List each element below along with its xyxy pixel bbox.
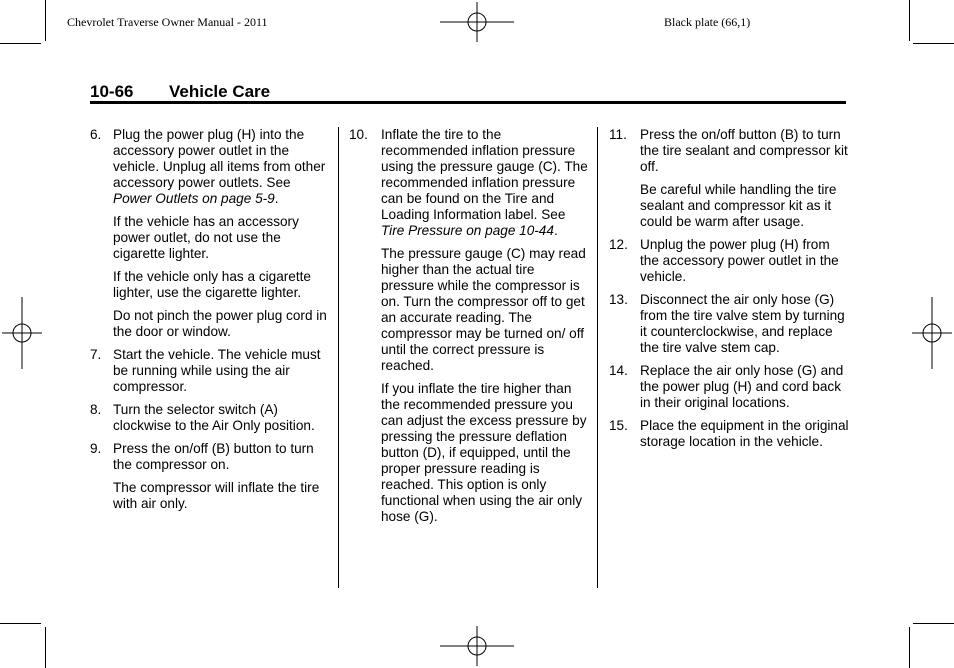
step-6 [90,127,330,207]
crop-mark [0,43,41,44]
page-heading [90,80,846,106]
page-number: 10-66 [90,82,134,101]
step-text: Turn the selector switch (A) clockwise to the Air Only position. [113,402,315,433]
step-text-end: . [553,223,558,238]
column-3 [609,127,849,457]
step-number: 13. [609,292,628,307]
step-7 [90,347,330,395]
document-title: Chevrolet Traverse Owner Manual - 2011 [67,15,268,29]
cross-reference: Power Outlets on page 5-9 [113,191,275,206]
step-number: 15. [609,418,628,433]
step-text: Disconnect the air only hose (G) from the tire valve stem by turning it counterclockwise, and replace the tire valve stem cap. [640,292,845,355]
step-14 [609,363,849,411]
note-paragraph: If you inflate the tire higher than the recommended pressure you can adjust the excess pressure by pressing the pressure deflation button (D), if equipped, until the proper pressure reading is reached. This option is only functional when using the air only hose (G). [381,381,587,524]
step-text: Inflate the tire to the recommended inflation pressure using the pressure gauge (C). The recommended inflation pressure can be found on the Tire and Loading Information label. See [381,127,588,222]
step-text: Replace the air only hose (G) and the power plug (H) and cord back in their original locations. [640,363,844,410]
heading-rule [90,101,846,104]
crop-mark [909,0,910,41]
note-paragraph: The compressor will inflate the tire with air only. [113,480,320,511]
step-number: 8. [90,402,102,417]
note-paragraph: If the vehicle has an accessory power outlet, do not use the cigarette lighter. [113,214,299,261]
step-number: 10. [349,127,368,142]
step-number: 7. [90,347,102,362]
crop-mark [45,0,46,41]
step-number: 9. [90,441,102,456]
step-11 [609,127,849,175]
step-number: 11. [609,127,627,142]
step-15 [609,418,849,450]
step-13 [609,292,849,356]
crop-mark [913,43,954,44]
section-title: Vehicle Care [169,82,271,101]
step-text: Plug the power plug (H) into the accessory power outlet in the vehicle. Unplug all items from other accessory power outlets. See [113,127,326,190]
crop-mark [0,623,41,624]
step-text: Place the equipment in the original storage location in the vehicle. [640,418,849,449]
step-text-end: . [274,191,279,206]
step-number: 12. [609,237,628,252]
step-text: Start the vehicle. The vehicle must be running while using the air compressor. [113,347,321,394]
note-paragraph: The pressure gauge (C) may read higher than the actual tire pressure while the compressor is on. Turn the compressor off to get an accurate reading. The compressor may be turned on/ off until the correct pressure is reached. [381,246,586,373]
crop-mark [913,623,954,624]
column-2 [349,127,589,532]
plate-label: Black plate (66,1) [664,15,751,29]
crop-mark [45,627,46,668]
step-number: 6. [90,127,102,142]
note-paragraph: Be careful while handling the tire sealant and compressor kit as it could be warm after usage. [640,182,837,229]
step-8 [90,402,330,434]
step-10 [349,127,589,239]
crop-mark [909,627,910,668]
step-12 [609,237,849,285]
step-9 [90,441,330,473]
note-paragraph: If the vehicle only has a cigarette lighter, use the cigarette lighter. [113,269,311,300]
step-text: Press the on/off button (B) to turn the tire sealant and compressor kit off. [640,127,848,174]
step-text: Press the on/off (B) button to turn the compressor on. [113,441,314,472]
column-divider [338,127,339,588]
step-number: 14. [609,363,628,378]
registration-mark-icon [440,2,514,42]
step-text: Unplug the power plug (H) from the accessory power outlet in the vehicle. [640,237,839,284]
column-divider [597,127,598,588]
column-1 [90,127,330,519]
registration-mark-icon [440,626,514,666]
registration-mark-icon [2,297,42,369]
note-paragraph: Do not pinch the power plug cord in the door or window. [113,308,327,339]
registration-mark-icon [912,297,952,369]
cross-reference: Tire Pressure on page 10-44 [381,223,554,238]
